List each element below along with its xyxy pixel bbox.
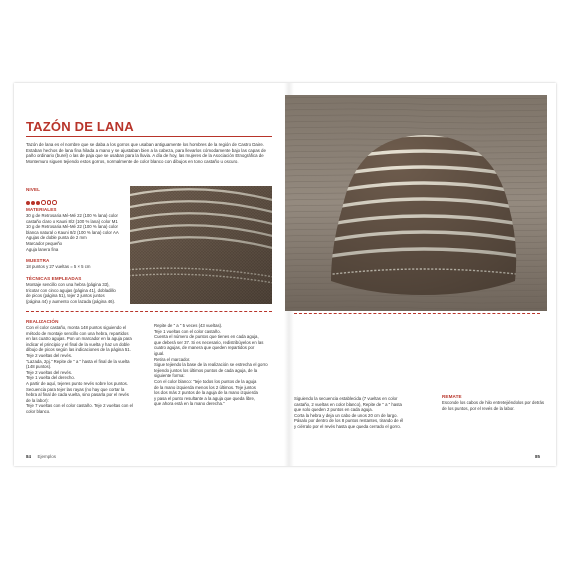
realizacion-line: hebra al final de cada vuelta, sino pasarla por el revés: [26, 392, 129, 398]
realizacion-line: dibujo de picos según las indicaciones de la página 51.: [26, 347, 131, 353]
tecnicas-heading: TÉCNICAS EMPLEADAS: [26, 276, 82, 281]
realizacion-col2: [154, 323, 276, 407]
realizacion-line: que ahora está en la mano derecha.": [154, 401, 225, 407]
tecnicas-list: [26, 282, 126, 304]
realizacion-line: de la mano izquierda menos los 2 últimos. Teje juntos: [154, 384, 256, 390]
realizacion-line: que deberá ser 37. Si es necesario, redistribúyelos en las: [154, 339, 264, 345]
realizacion-line: de la labor):: [26, 397, 49, 403]
realizacion-line: (148 puntos).: [26, 364, 52, 370]
materiales-line: blanca natural o Kauni 8/2 (100 % lana) color AA: [26, 229, 119, 235]
realizacion-col1: [26, 325, 148, 415]
realizacion-line: "Lazada, 2pj." Repite de " a " hasta el final de la vuelta: [26, 358, 130, 364]
realizacion-line: método de montaje sencillo con una hebra, repartidos: [26, 330, 129, 336]
realizacion-line: Sigue tejiendo la base de la realización se estrecha el gorro: [154, 362, 268, 368]
nivel-heading: NIVEL: [26, 187, 41, 192]
book-spread: [14, 83, 556, 466]
level-dot-filled: [36, 201, 40, 205]
level-dot-empty: [47, 200, 52, 205]
section-name: Ejemplos: [37, 454, 57, 459]
level-dot-filled: [31, 201, 35, 205]
realizacion-line: tejiendo juntos los últimos puntos de cada aguja, de la: [154, 367, 258, 373]
remate-heading: REMATE: [442, 394, 462, 399]
right-body: [294, 396, 424, 430]
page-title: TAZÓN DE LANA: [26, 119, 134, 134]
muestra-text: 18 puntos y 27 vueltas = 5 × 5 cm: [26, 264, 91, 269]
realizacion-line: y pasa el punto resultante a la aguja que queda libre,: [154, 395, 256, 401]
body-line: que solo queden 2 puntos en cada aguja.: [294, 407, 373, 413]
title-rule: [26, 136, 272, 137]
materiales-line: Aguja lanera fina: [26, 246, 59, 252]
realizacion-line: igual.: [154, 350, 165, 356]
hat-photo: [285, 95, 547, 311]
realizacion-line: siguiente forma:: [154, 373, 185, 379]
muestra-heading: MUESTRA: [26, 258, 50, 263]
remate-line: Esconde los cabos de hilo entretejiéndolos por detrás: [442, 400, 544, 405]
realizacion-line: Teje 1 vueltas con el color castaño.: [154, 328, 221, 334]
realizacion-line: Repite de " a " 5 veces (43 vueltas).: [154, 323, 223, 328]
materiales-line: 10 g de Retrosaria Mé-Mé 22 (100 % lana) color: [26, 224, 118, 230]
intro-text: Tazón de lana es el nombre que se daba a los gorros que usaban antiguamente los hombres de la región de Castro Daire. Estaban hechos de lana fina hilada a mano y se ajustaban bien a la cabeza, para llevarlos cómodamente bajo las capas de paño ordinario (burel) o las de paja que se usaban para la lluvia. A día de hoy, las mujeres de la Asociación Etnográfica de Montemuro siguen tejiendo estos gorros, normalmente de color blanco con dibujos en tono castaño u oscuro.: [26, 142, 266, 165]
realizacion-line: Cuenta el número de puntos que tienes en cada aguja,: [154, 334, 259, 340]
hat-illustration: [285, 95, 547, 311]
materiales-list: [26, 213, 126, 252]
level-dot-empty: [41, 200, 46, 205]
tecnicas-line: (página 44) y aumento con lazada (página 46).: [26, 298, 116, 304]
realizacion-line: color blanco.: [26, 408, 51, 414]
section-divider: [26, 311, 272, 312]
realizacion-line: indicar el principio y el final de la vuelta y haz un doble: [26, 341, 130, 347]
materiales-line: Marcador pequeño: [26, 240, 63, 246]
right-page: [294, 83, 556, 466]
tecnicas-line: tricotar con cinco agujas (página 41), dobladillo: [26, 287, 116, 293]
realizacion-line: Retira el marcador.: [154, 356, 191, 362]
realizacion-line: en las cuatro agujas. Pon un marcador en la aguja para: [26, 336, 132, 342]
materiales-heading: MATERIALES: [26, 207, 57, 212]
left-page: [14, 83, 284, 466]
level-dot-filled: [26, 201, 30, 205]
realizacion-line: A partir de aquí, tejeres punto revés sobre los puntos.: [26, 380, 128, 386]
realizacion-line: Con el color castaño, monta 148 puntos siguiendo el: [26, 325, 127, 330]
page-number-right: 85: [535, 454, 541, 459]
realizacion-line: Teje 2 vueltas del revés.: [26, 369, 73, 375]
realizacion-line: Teje 2 vueltas del revés.: [26, 352, 73, 358]
body-line: Corta la hebra y deja un cabo de unos 20 cm de largo.: [294, 412, 398, 418]
realizacion-line: Con el color blanco: "teje todos los puntos de la aguja: [154, 378, 257, 384]
body-line: y ciérralo por el revés hasta que queda cerrado el gorro.: [294, 423, 402, 429]
tecnicas-line: de picos (página 51), tejer 2 juntos juntos: [26, 293, 105, 299]
materiales-line: 30 g de Retrosaria Mé-Mé 22 (100 % lana) color: [26, 213, 118, 218]
realizacion-line: Teje 1 vuelta del derecho.: [26, 375, 75, 381]
knit-texture-illustration: [130, 186, 272, 304]
realizacion-line: Teje 7 vueltas con el color castaño. Teje 2 vueltas con el: [26, 403, 133, 409]
realizacion-line: Secuencia para tejer las rayas (no hay que cortar la: [26, 386, 125, 392]
remate-text: [442, 400, 552, 411]
right-divider: [294, 313, 540, 314]
level-dot-empty: [52, 200, 57, 205]
left-footer: [26, 454, 56, 459]
body-line: castaño, 2 vueltas en color blanco), Repite de " a " hasta: [294, 401, 402, 407]
realizacion-heading: REALIZACIÓN: [26, 319, 59, 324]
realizacion-line: los dos más 2 puntos de la aguja de la mano izquierda: [154, 390, 258, 396]
realizacion-line: cuatro agujas, de manera que queden repartidos por: [154, 345, 255, 351]
page-number-left: 84: [26, 454, 32, 459]
tecnicas-line: Montaje sencillo con una hebra (página 33),: [26, 282, 110, 287]
materiales-line: Agujas de doble punta de 2 mm: [26, 235, 87, 241]
body-line: Siguiendo la secuencia establecida (7 vueltas en color: [294, 396, 398, 401]
materiales-line: castaño claro o Kauni 8/2 (100 % lana) color M1: [26, 218, 118, 224]
remate-line: de los puntos, por el revés de la labor.: [442, 405, 515, 411]
body-line: Pásalo por dentro de los 8 puntos restantes, tirando de él: [294, 418, 404, 424]
knit-texture-photo: [130, 186, 272, 304]
